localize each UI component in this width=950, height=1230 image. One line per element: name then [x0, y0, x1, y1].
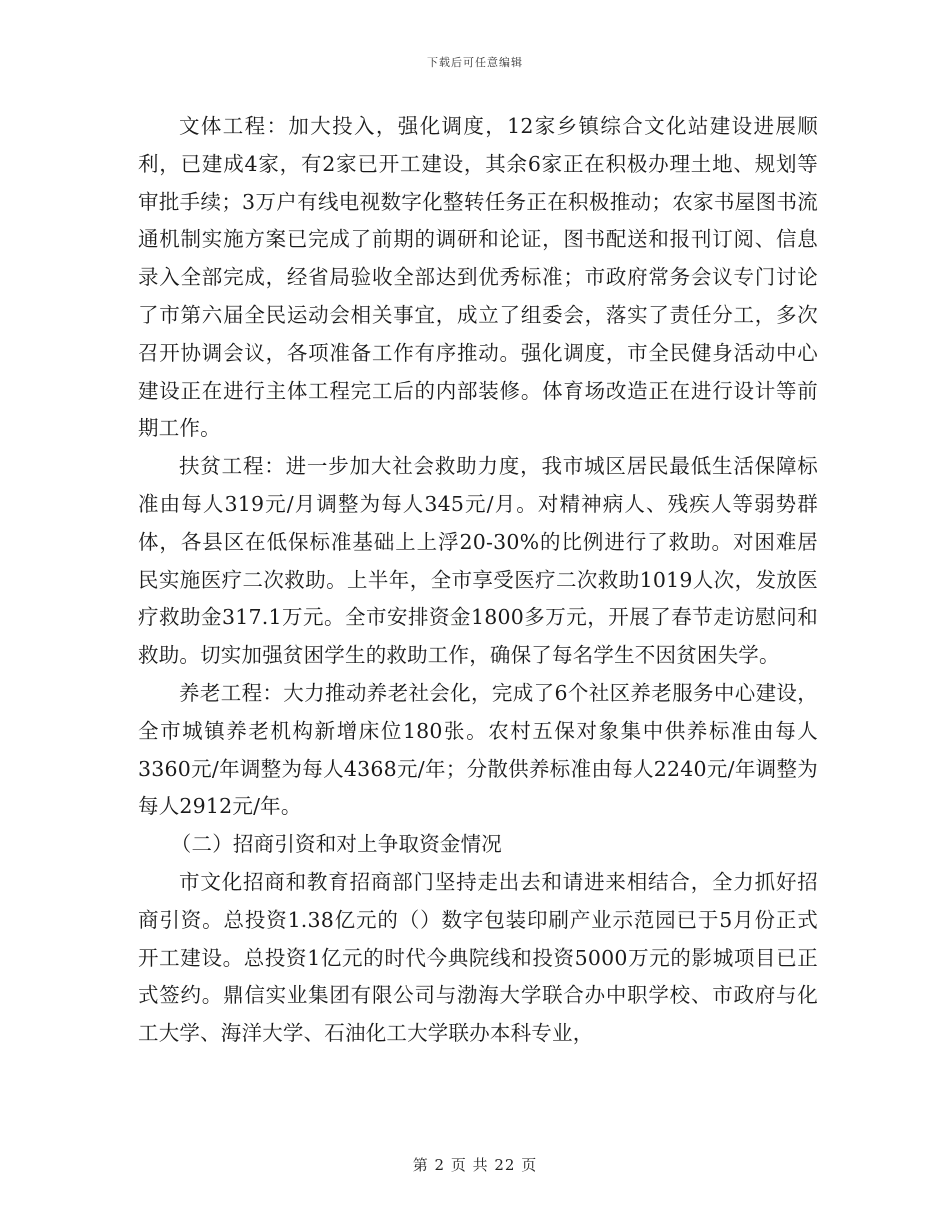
paragraph-elderly-care: 养老工程：大力推动养老社会化，完成了6个社区养老服务中心建设，全市城镇养老机构新增床位180张。农村五保对象集中供养标准由每人3360元/年调整为每人4368元/年；分散供养标准由每人2240元/年调整为每人2912元/年。	[138, 680, 818, 819]
section-heading: （二）招商引资和对上争取资金情况	[170, 832, 502, 857]
paragraph-investment: 市文化招商和教育招商部门坚持走出去和请进来相结合，全力抓好招商引资。总投资1.38亿元的（）数字包装印刷产业示范园已于5月份正式开工建设。总投资1亿元的时代今典院线和投资5000万元的影城项目已正式签约。鼎信实业集团有限公司与渤海大学联合办中职学校、市政府与化工大学、海洋大学、石油化工大学联办本科专业，	[138, 869, 818, 1046]
paragraph-poverty-relief: 扶贫工程：进一步加大社会救助力度，我市城区居民最低生活保障标准由每人319元/月调整为每人345元/月。对精神病人、残疾人等弱势群体，各县区在低保标准基础上上浮20-30%的比例进行了救助。对困难居民实施医疗二次救助。上半年，全市享受医疗二次救助1019人次，发放医疗救助金317.1万元。全市安排资金1800多万元，开展了春节走访慰问和救助。切实加强贫困学生的救助工作，确保了每名学生不因贫困失学。	[138, 454, 818, 668]
page-number-footer: 第 2 页 共 22 页	[412, 1156, 538, 1174]
page-header: 下载后可任意编辑	[427, 56, 523, 69]
paragraph-culture-sports: 文体工程：加大投入，强化调度，12家乡镇综合文化站建设进展顺利，已建成4家，有2家已开工建设，其余6家正在积极办理土地、规划等审批手续；3万户有线电视数字化整转任务正在积极推动；农家书屋图书流通机制实施方案已完成了前期的调研和论证，图书配送和报刊订阅、信息录入全部完成，经省局验收全部达到优秀标准；市政府常务会议专门讨论了市第六届全民运动会相关事宜，成立了组委会，落实了责任分工，多次召开协调会议，各项准备工作有序推动。强化调度，市全民健身活动中心建设正在进行主体工程完工后的内部装修。体育场改造正在进行设计等前期工作。	[138, 114, 818, 441]
document-body	[138, 108, 818, 1053]
